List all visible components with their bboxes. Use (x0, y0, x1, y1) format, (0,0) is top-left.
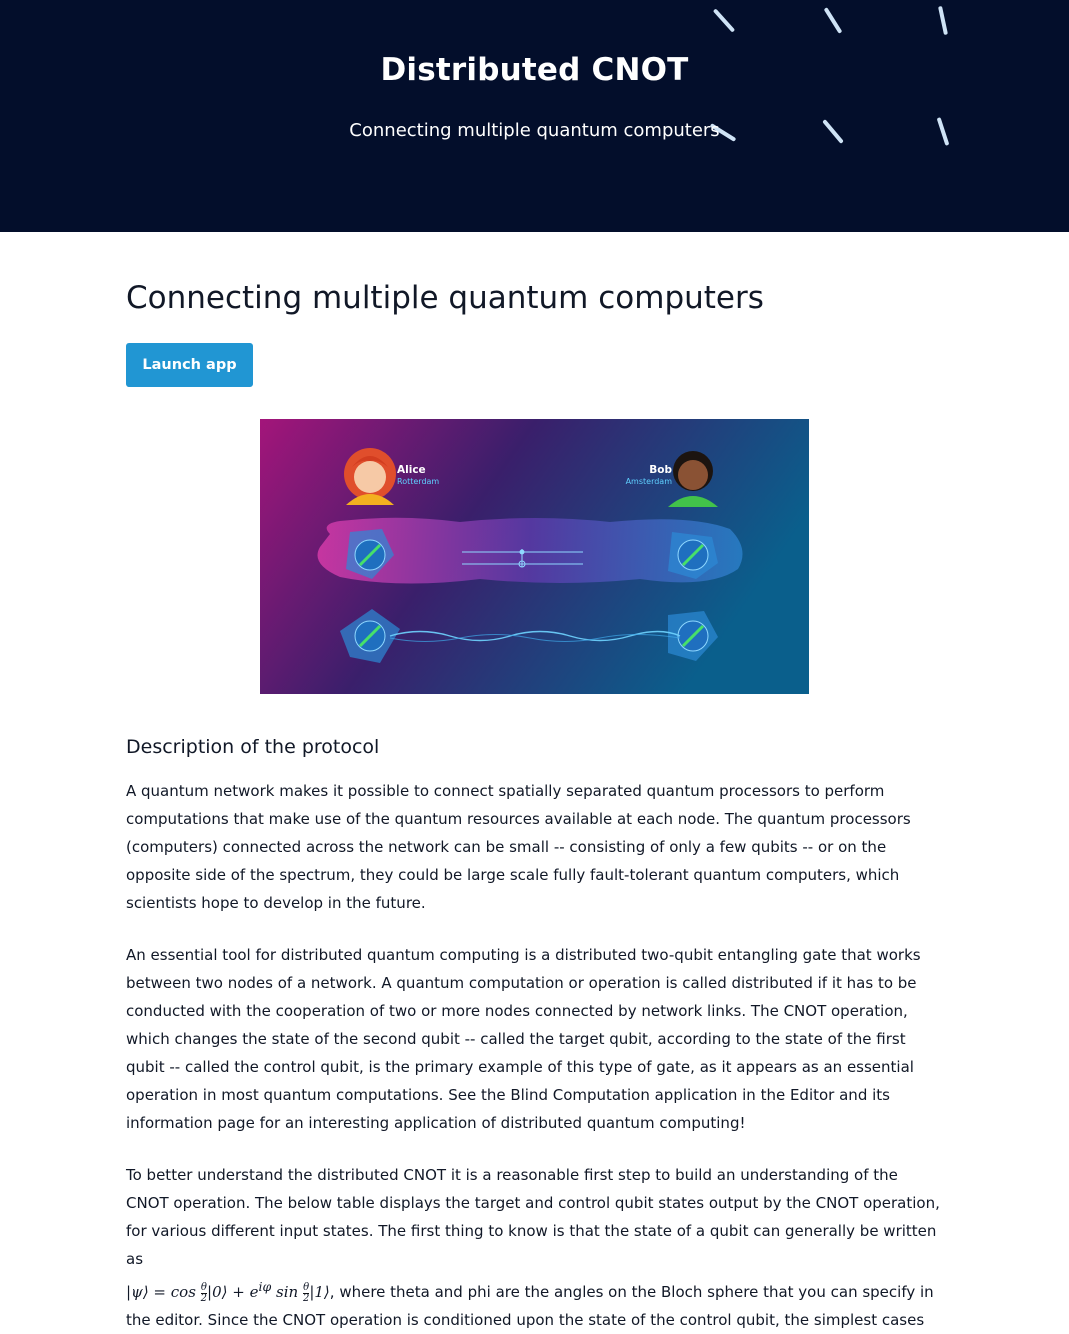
section-heading: Description of the protocol (126, 736, 380, 758)
hero-title: Distributed CNOT (380, 52, 689, 88)
decorative-dash (713, 8, 735, 32)
alice-city: Rotterdam (397, 477, 440, 486)
paragraph-distributed-gate: An essential tool for distributed quantum computing is a distributed two-qubit entangling gate that works between two nodes of a network. A quantum computation or operation is called distributed if it has to be conducted with the cooperation of two or more nodes connected by network links. The CNOT operation, which changes the state of the second qubit -- called the target qubit, according to the state of the first qubit -- called the control qubit, is the primary example of this type of gate, as it appears as an essential operation in most quantum computations. See the Blind Computation application in the Editor and its information page for an interesting application of distributed quantum computing! (126, 946, 921, 1132)
bob-city: Amsterdam (625, 477, 672, 486)
alice-name: Alice (397, 464, 426, 476)
paragraph-cnot-text-a: To better understand the distributed CNOT it is a reasonable first step to build an understanding of the CNOT operation. The below table displays the target and control qubit states output by the CNOT operation, for various different input states. The first thing to know is that the state of a qubit can generally be written as (126, 1166, 940, 1268)
decorative-dash (938, 6, 948, 35)
qubit-state-formula: |ψ⟩ = cos $\frac{\theta}{2}$ |0⟩ + $e^{i\varphi}$ sin $\frac{\theta}{2}$ |1⟩ (126, 1279, 330, 1304)
hero-banner (0, 0, 1069, 232)
paragraph-cnot-explanation (126, 1161, 944, 1334)
launch-app-button[interactable]: Launch app (126, 343, 253, 387)
decorative-dash (824, 7, 843, 34)
hero-subtitle: Connecting multiple quantum computers (349, 120, 720, 141)
protocol-illustration (260, 419, 809, 694)
bob-name: Bob (649, 464, 672, 476)
paragraph-cnot-text-b: , where theta and phi are the angles on the Bloch sphere that you can specify in the editor. Since the CNOT operation is conditioned upon the state of the control qubit, the simplest cases (126, 1283, 934, 1329)
page-title: Connecting multiple quantum computers (126, 280, 764, 316)
paragraph-intro: A quantum network makes it possible to connect spatially separated quantum processors to perform computations that make use of the quantum resources available at each node. The quantum processors (computers) connected across the network can be small -- consisting of only a few qubits -- or on the opposite side of the spectrum, they could be large scale fully fault-tolerant quantum computers, which scientists hope to develop in the future. (126, 782, 911, 912)
